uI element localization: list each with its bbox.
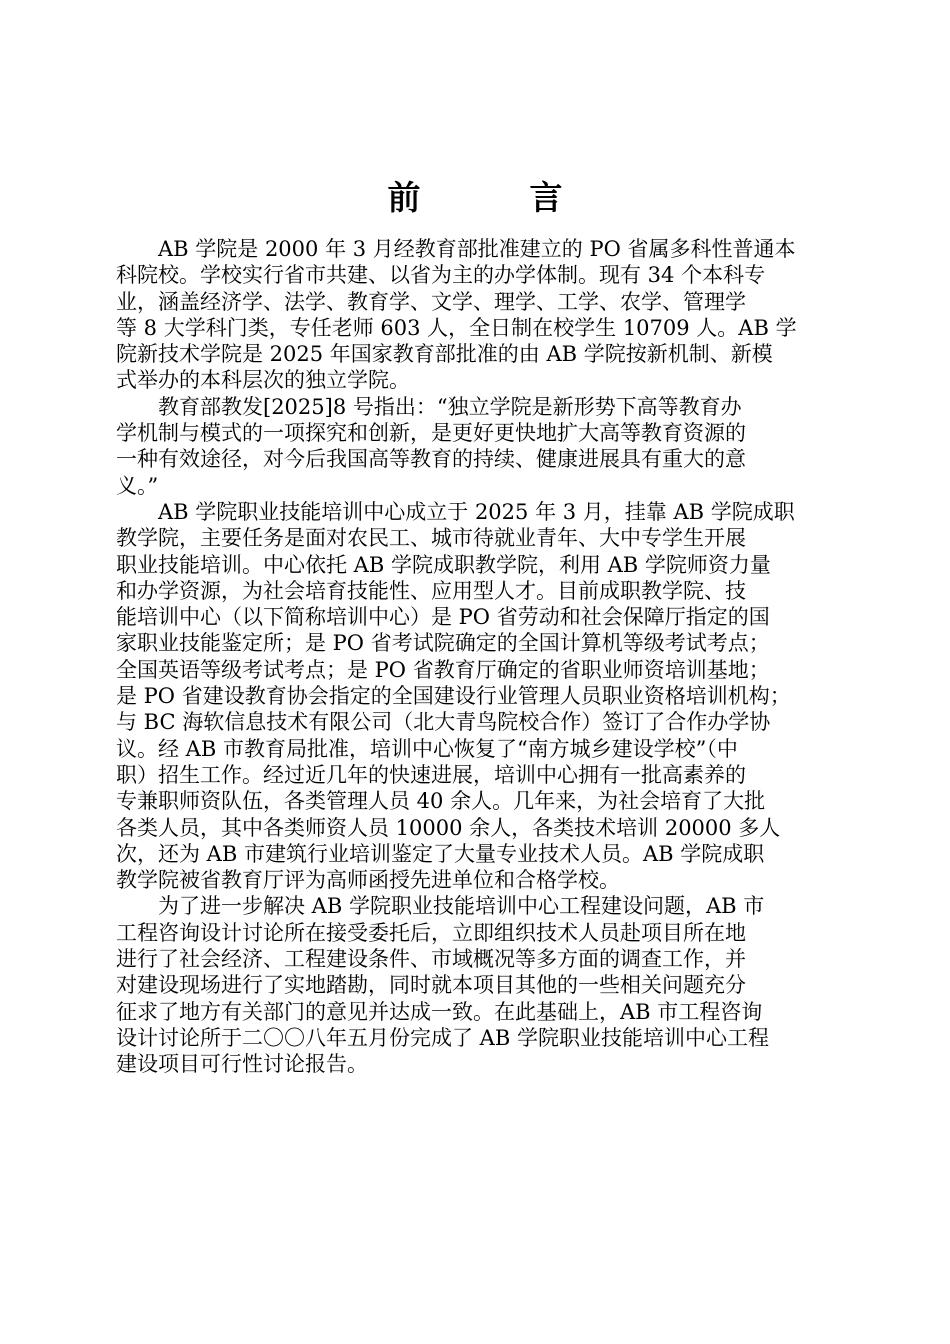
page-title: 前 言 [387, 178, 601, 217]
paragraph-training-center: AB 学院职业技能培训中心成立于 2025 年 3 月，挂靠 AB 学院成职 教学院，主要任务是面对农民工、城市待就业青年、大中专学生开展 职业技能培训。中心依托 AB 学院成职教学院，利用 AB 学院师资力量 和办学资源，为社会培育技能性、应用型人才。目前成职教学院、技 能培训中心（以下简称培训中心）是 PO 省劳动和社会保障厅指定的国 家职业技能鉴定所；是 PO 省考试院确定的全国计算机等级考试考点； 全国英语等级考试考点；是 PO 省教育厅确定的省职业师资培训基地； 是 PO 省建设教育协会指定的全国建设行业管理人员职业资格培训机构； 与 BC 海软信息技术有限公司（北大青鸟院校合作）签订了合作办学协 议。经 AB 市教育局批准，培训中心恢复了“南方城乡建设学校”（中 职）招生工作。经过近几年的快速进展，培训中心拥有一批高素养的 专兼职师资队伍，各类管理人员 40 余人。几年来，为社会培育了大批 各类人员，其中各类师资人员 10000 余人，各类技术培训 20000 多人 次，还为 AB 市建筑行业培训鉴定了大量专业技术人员。AB 学院成职 教学院被省教育厅评为高师函授先进单位和合格学校。 [116, 499, 795, 893]
paragraph-report-purpose: 为了进一步解决 AB 学院职业技能培训中心工程建设问题，AB 市 工程咨询设计讨论所在接受委托后，立即组织技术人员赴项目所在地 进行了社会经济、工程建设条件、市域概况等多方面的调查工作，并 对建设现场进行了实地踏勘，同时就本项目其他的一些相关问题充分 征求了地方有关部门的意见并达成一致。在此基础上，AB 市工程咨询 设计讨论所于二〇〇八年五月份完成了 AB 学院职业技能培训中心工程 建设项目可行性讨论报告。 [116, 894, 769, 1077]
paragraph-intro: AB 学院是 2000 年 3 月经教育部批准建立的 PO 省属多科性普通本 科院校。学校实行省市共建、以省为主的办学体制。现有 34 个本科专 业，涵盖经济学、法学、教育学、文学、理学、工学、农学、管理学 等 8 大学科门类，专任老师 603 人，全日制在校学生 10709 人。AB 学 院新技术学院是 2025 年国家教育部批准的由 AB 学院按新机制、新模 式举办的本科层次的独立学院。 [116, 237, 797, 393]
paragraph-ministry-quote: 教育部教发[2025]8 号指出：“独立学院是新形势下高等教育办 学机制与模式的一项探究和创新，是更好更快地扩大高等教育资源的 一种有效途径，对今后我国高等教育的持续、健康进展具有重大的意 义。” [116, 394, 746, 498]
document-body [116, 236, 854, 1078]
